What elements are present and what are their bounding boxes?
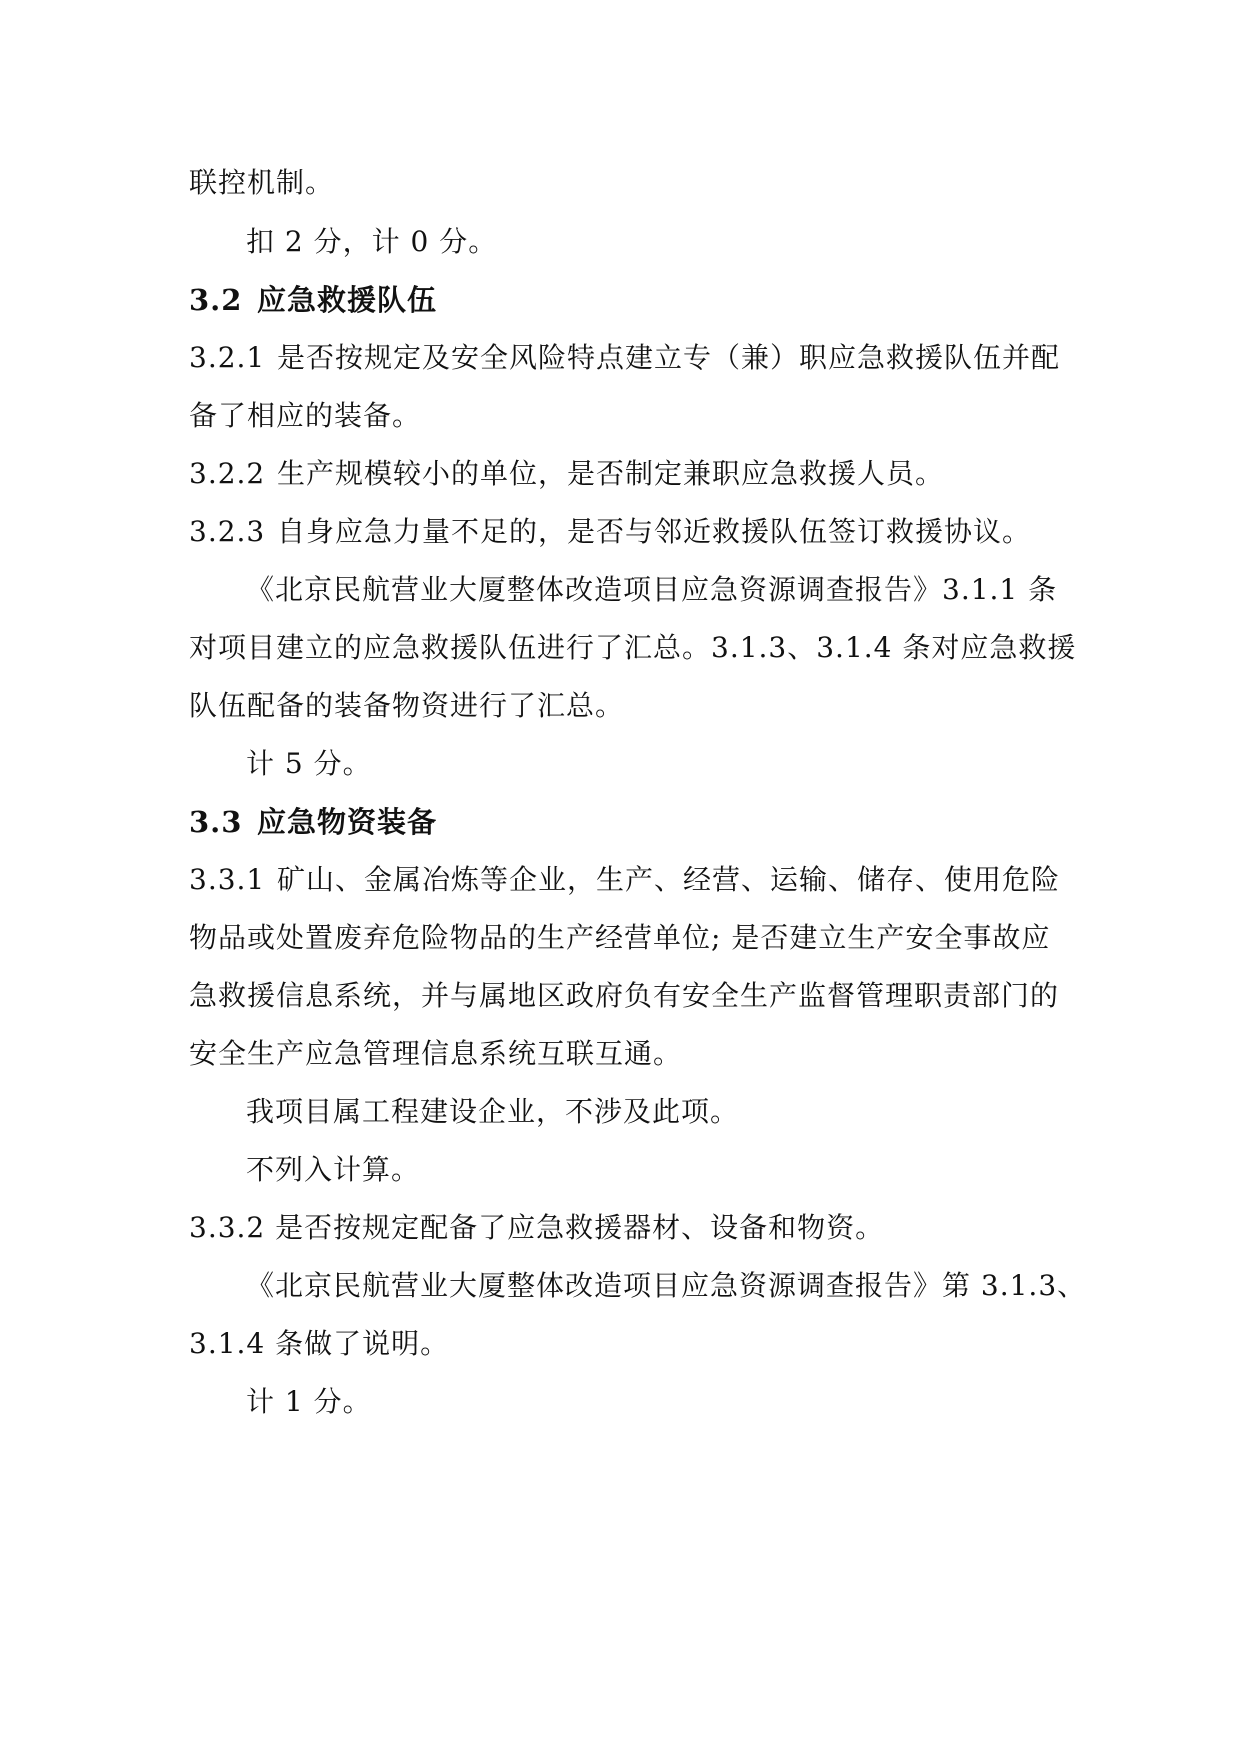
clause-3-3-1 xyxy=(189,860,1069,900)
clause-text: 生产规模较小的单位，是否制定兼职应急救援人员。 xyxy=(277,457,945,490)
paragraph-line: 队伍配备的装备物资进行了汇总。 xyxy=(189,689,625,722)
paragraph-line: 备了相应的装备。 xyxy=(189,399,422,432)
clause-3-3-2: 3.3.2 是否按规定配备了应急救援器材、设备和物资。 xyxy=(189,1211,885,1244)
paragraph-line: 急救援信息系统，并与属地区政府负有安全生产监督管理职责部门的 xyxy=(189,979,1060,1012)
section-heading-3-2 xyxy=(189,280,1069,320)
clause-3-2-3 xyxy=(189,512,1069,552)
clause-text: 是否按规定及安全风险特点建立专（兼）职应急救援队伍并配 xyxy=(277,341,1061,374)
score-note: 不列入计算。 xyxy=(246,1153,421,1186)
clause-text: 自身应急力量不足的，是否与邻近救援队伍签订救援协议。 xyxy=(277,515,1032,548)
section-title: 应急救援队伍 xyxy=(257,283,438,317)
clause-3-2-2 xyxy=(189,454,1069,494)
score-note: 计 5 分。 xyxy=(246,747,372,780)
paragraph-line: 《北京民航营业大厦整体改造项目应急资源调查报告》第 3.1.3、 xyxy=(246,1269,1087,1302)
paragraph-line: 物品或处置废弃危险物品的生产经营单位; 是否建立生产安全事故应 xyxy=(189,921,1051,954)
section-number: 3.2 xyxy=(189,283,243,317)
paragraph-line: 对项目建立的应急救援队伍进行了汇总。3.1.3、3.1.4 条对应急救援 xyxy=(189,631,1077,664)
score-note: 计 1 分。 xyxy=(246,1385,372,1418)
paragraph-line: 我项目属工程建设企业，不涉及此项。 xyxy=(246,1095,740,1128)
section-number: 3.3 xyxy=(189,805,243,839)
paragraph-line: 联控机制。 xyxy=(189,166,335,199)
clause-3-2-1 xyxy=(189,338,1069,378)
clause-number: 3.2.2 xyxy=(189,457,266,490)
paragraph-line: 《北京民航营业大厦整体改造项目应急资源调查报告》3.1.1 条 xyxy=(246,573,1058,606)
clause-number: 3.3.1 xyxy=(189,863,266,896)
clause-text: 矿山、金属冶炼等企业，生产、经营、运输、储存、使用危险 xyxy=(277,863,1061,896)
clause-number: 3.2.1 xyxy=(189,341,266,374)
score-note: 扣 2 分，计 0 分。 xyxy=(246,225,498,258)
section-title: 应急物资装备 xyxy=(257,805,438,839)
paragraph-line: 安全生产应急管理信息系统互联互通。 xyxy=(189,1037,683,1070)
clause-number: 3.2.3 xyxy=(189,515,266,548)
paragraph-line: 3.1.4 条做了说明。 xyxy=(189,1327,450,1360)
section-heading-3-3 xyxy=(189,802,1069,842)
